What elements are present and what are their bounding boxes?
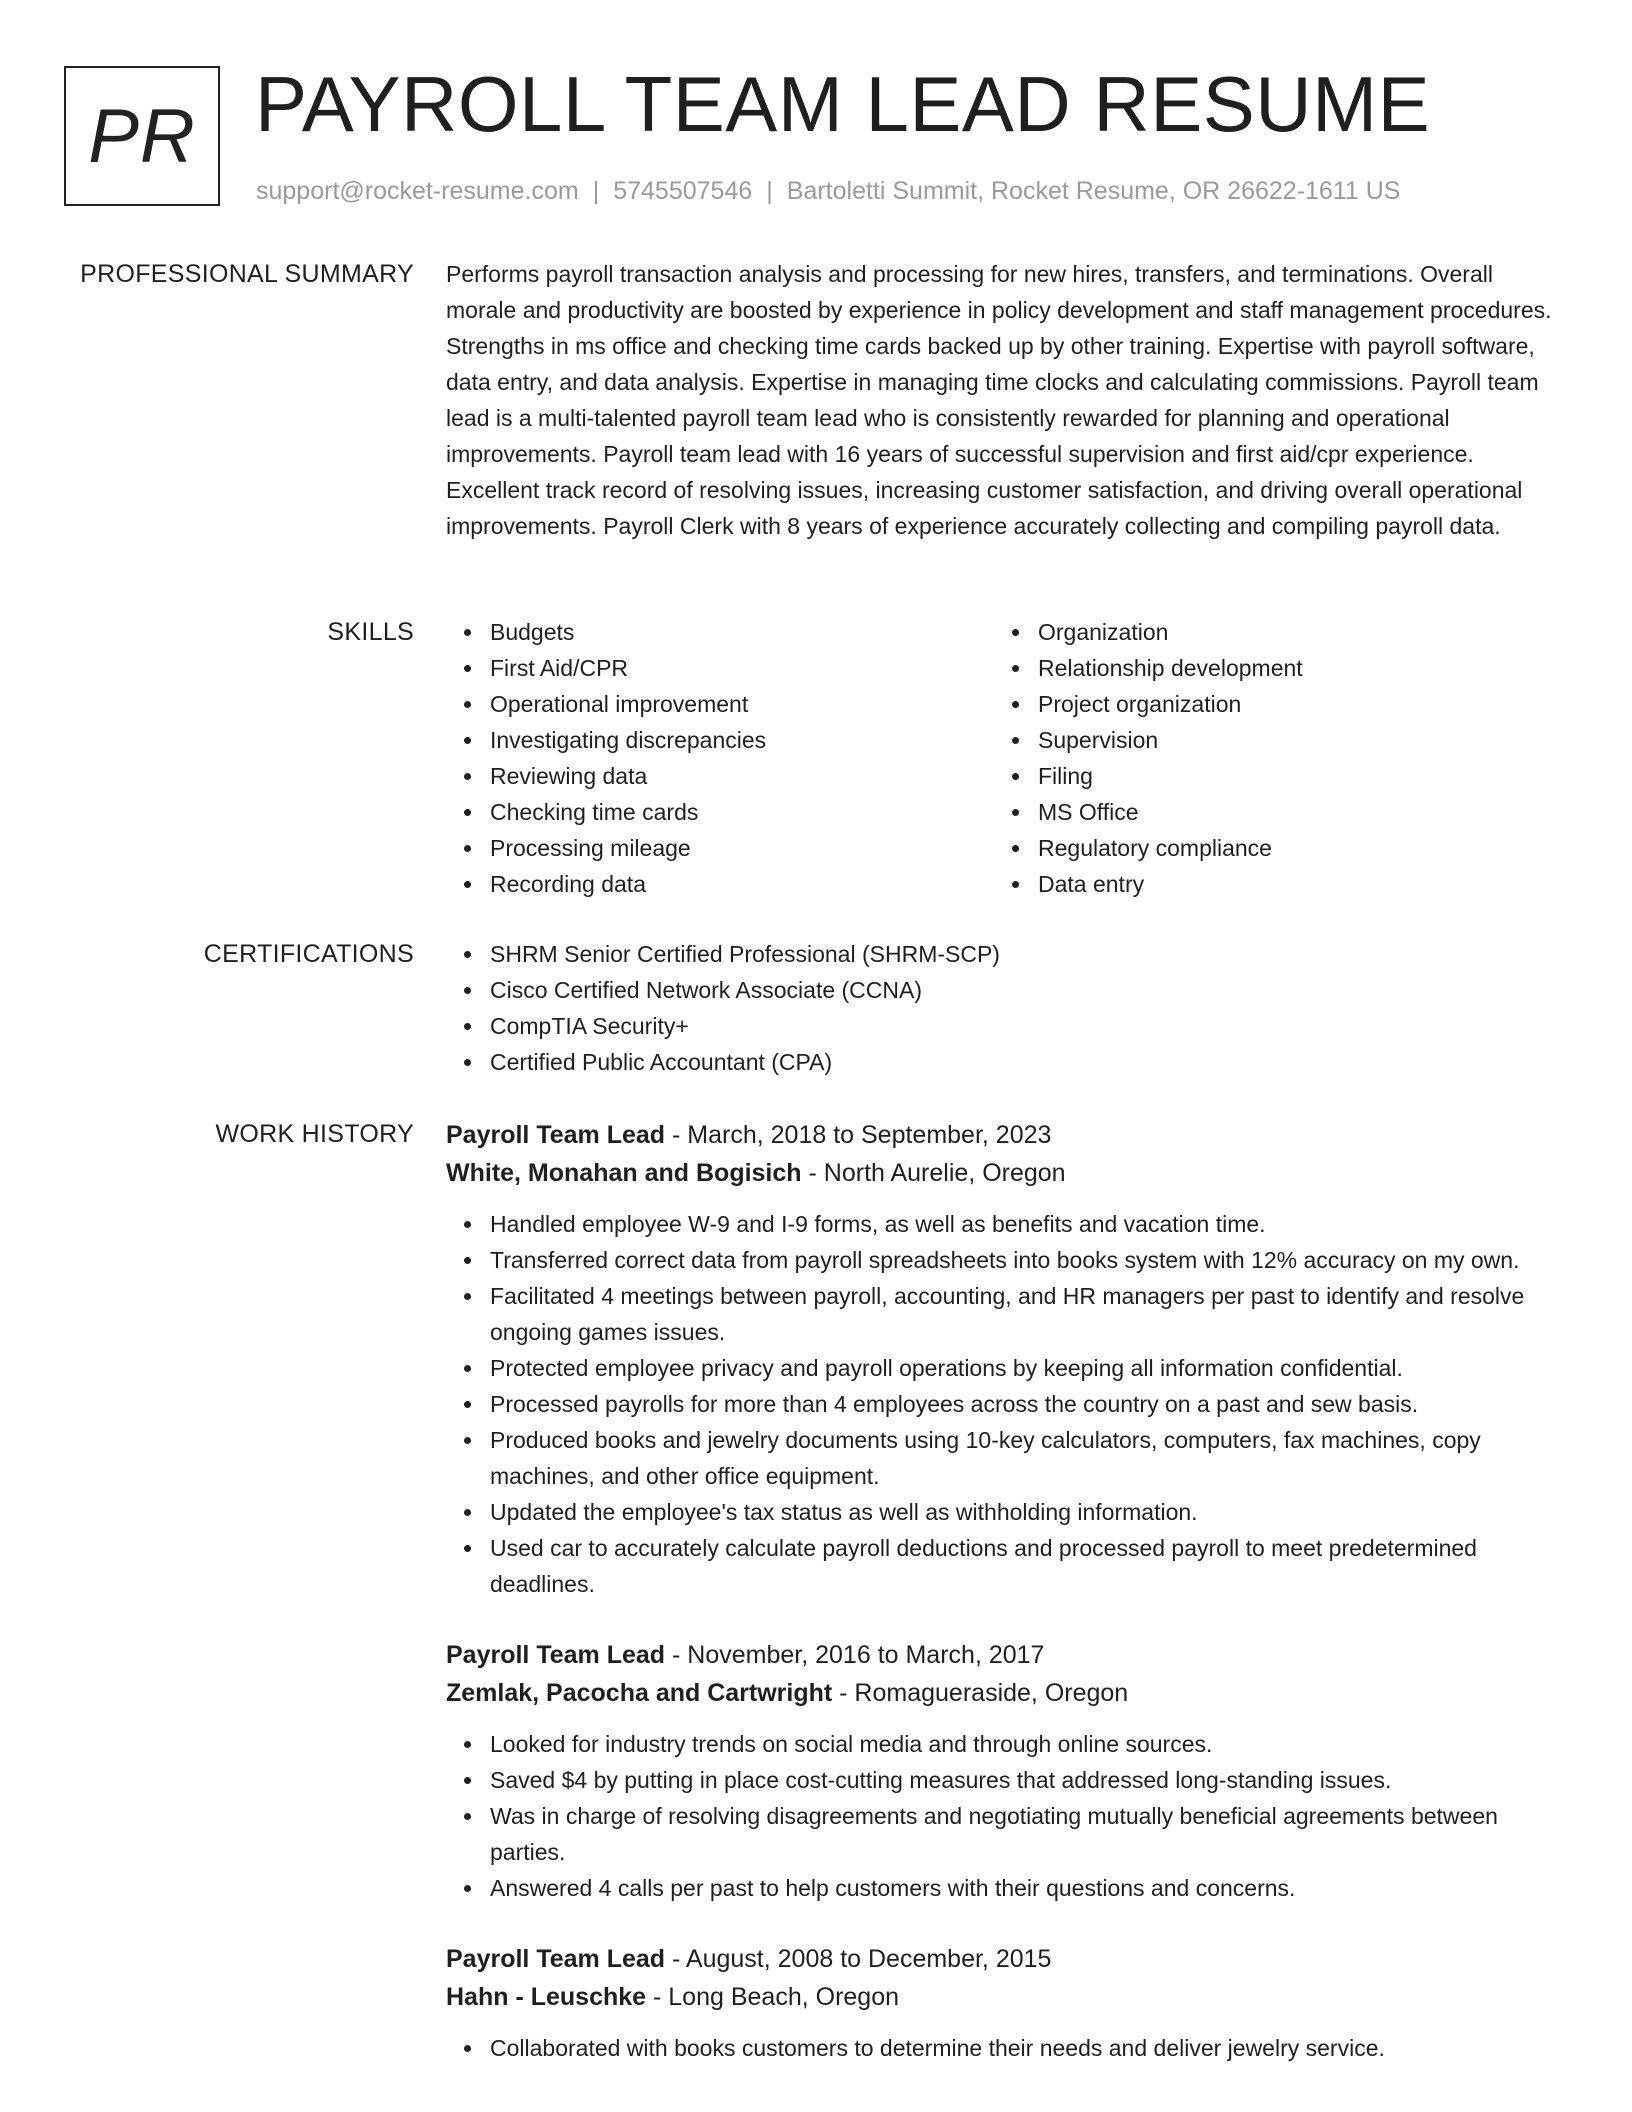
job-entry bbox=[446, 1636, 1561, 1906]
skill-item: Regulatory compliance bbox=[1038, 830, 1542, 866]
skill-item: Organization bbox=[1038, 614, 1542, 650]
contact-separator: | bbox=[592, 177, 600, 205]
job-entry bbox=[446, 1116, 1561, 1602]
skill-item: Reviewing data bbox=[490, 758, 994, 794]
certification-item: Cisco Certified Network Associate (CCNA) bbox=[490, 972, 1561, 1008]
job-bullet: Was in charge of resolving disagreements and negotiating mutually beneficial agreements between parties. bbox=[490, 1798, 1561, 1870]
certification-item: SHRM Senior Certified Professional (SHRM-SCP) bbox=[490, 936, 1561, 972]
skill-item: Supervision bbox=[1038, 722, 1542, 758]
skill-item: Relationship development bbox=[1038, 650, 1542, 686]
job-bullets bbox=[446, 1206, 1561, 1602]
contact-info bbox=[256, 174, 1400, 208]
certifications-list bbox=[446, 936, 1561, 1080]
job-title-line bbox=[446, 1940, 1561, 1978]
job-dates: - March, 2018 to September, 2023 bbox=[665, 1121, 1052, 1149]
skills-list-right bbox=[994, 614, 1542, 902]
job-location: - Romagueraside, Oregon bbox=[832, 1679, 1129, 1707]
job-location: - North Aurelie, Oregon bbox=[801, 1159, 1066, 1187]
certifications-body bbox=[446, 936, 1561, 1080]
work-history-body bbox=[446, 1116, 1561, 2100]
page-title: PAYROLL TEAM LEAD RESUME bbox=[255, 60, 1431, 148]
job-bullet: Saved $4 by putting in place cost-cutting measures that addressed long-standing issues. bbox=[490, 1762, 1561, 1798]
job-entry bbox=[446, 1940, 1561, 2066]
skill-item: Operational improvement bbox=[490, 686, 994, 722]
job-company-line bbox=[446, 1978, 1561, 2016]
job-title: Payroll Team Lead bbox=[446, 1945, 666, 1973]
skill-item: Data entry bbox=[1038, 866, 1542, 902]
section-label-work-history: WORK HISTORY bbox=[215, 1120, 414, 1148]
job-company-line bbox=[446, 1674, 1561, 1712]
job-bullet: Answered 4 calls per past to help customers with their questions and concerns. bbox=[490, 1870, 1561, 1906]
job-bullet: Used car to accurately calculate payroll deductions and processed payroll to meet predetermined deadlines. bbox=[490, 1530, 1561, 1602]
job-bullets bbox=[446, 2030, 1561, 2066]
job-bullet: Protected employee privacy and payroll operations by keeping all information confidential. bbox=[490, 1350, 1561, 1386]
job-bullet: Facilitated 4 meetings between payroll, accounting, and HR managers per past to identify and resolve ongoing games issues. bbox=[490, 1278, 1561, 1350]
job-company: Hahn - Leuschke bbox=[446, 1983, 647, 2011]
job-company-line bbox=[446, 1154, 1561, 1192]
job-bullet: Looked for industry trends on social media and through online sources. bbox=[490, 1726, 1561, 1762]
job-dates: - August, 2008 to December, 2015 bbox=[665, 1945, 1052, 1973]
summary-text: Performs payroll transaction analysis and processing for new hires, transfers, and terminations. Overall morale and productivity are boosted by experience in policy development and staff management procedures. Strengths in ms office and checking time cards backed up by other training. Expertise with payroll software, data entry, and data analysis. Expertise in managing time clocks and calculating commissions. Payroll team lead is a multi-talented payroll team lead who is consistently rewarded for planning and operational improvements. Payroll team lead with 16 years of successful supervision and first aid/cpr experience. Excellent track record of resolving issues, increasing customer satisfaction, and driving overall operational improvements. Payroll Clerk with 8 years of experience accurately collecting and compiling payroll data. bbox=[446, 261, 1552, 539]
section-label-summary: PROFESSIONAL SUMMARY bbox=[80, 260, 414, 288]
job-title: Payroll Team Lead bbox=[446, 1121, 666, 1149]
contact-address: Bartoletti Summit, Rocket Resume, OR 26622-1611 US bbox=[786, 177, 1401, 205]
job-bullet: Handled employee W-9 and I-9 forms, as well as benefits and vacation time. bbox=[490, 1206, 1561, 1242]
skill-item: Recording data bbox=[490, 866, 994, 902]
section-label-skills: SKILLS bbox=[327, 618, 414, 646]
section-label-certifications: CERTIFICATIONS bbox=[203, 940, 414, 968]
job-dates: - November, 2016 to March, 2017 bbox=[665, 1641, 1045, 1669]
skill-item: Budgets bbox=[490, 614, 994, 650]
job-company: White, Monahan and Bogisich bbox=[446, 1159, 802, 1187]
skills-list-left bbox=[446, 614, 994, 902]
skill-item: Project organization bbox=[1038, 686, 1542, 722]
job-bullets bbox=[446, 1726, 1561, 1906]
job-bullet: Processed payrolls for more than 4 employees across the country on a past and sew basis. bbox=[490, 1386, 1561, 1422]
job-company: Zemlak, Pacocha and Cartwright bbox=[446, 1679, 833, 1707]
job-bullet: Transferred correct data from payroll spreadsheets into books system with 12% accuracy on my own. bbox=[490, 1242, 1561, 1278]
skill-item: Processing mileage bbox=[490, 830, 994, 866]
certification-item: CompTIA Security+ bbox=[490, 1008, 1561, 1044]
contact-separator: | bbox=[766, 177, 773, 205]
skill-item: First Aid/CPR bbox=[490, 650, 994, 686]
job-location: - Long Beach, Oregon bbox=[646, 1983, 900, 2011]
job-title: Payroll Team Lead bbox=[446, 1641, 666, 1669]
job-bullet: Updated the employee's tax status as well as withholding information. bbox=[490, 1494, 1561, 1530]
job-bullet: Produced books and jewelry documents using 10-key calculators, computers, fax machines, copy machines, and other office equipment. bbox=[490, 1422, 1561, 1494]
skill-item: Investigating discrepancies bbox=[490, 722, 994, 758]
skill-item: Checking time cards bbox=[490, 794, 994, 830]
skills-body bbox=[446, 614, 1561, 902]
skill-item: MS Office bbox=[1038, 794, 1542, 830]
contact-email[interactable]: support@rocket-resume.com bbox=[256, 177, 579, 205]
skill-item: Filing bbox=[1038, 758, 1542, 794]
monogram-logo: PR bbox=[64, 66, 220, 206]
certification-item: Certified Public Accountant (CPA) bbox=[490, 1044, 1561, 1080]
job-title-line bbox=[446, 1116, 1561, 1154]
job-bullet: Collaborated with books customers to determine their needs and deliver jewelry service. bbox=[490, 2030, 1561, 2066]
job-title-line bbox=[446, 1636, 1561, 1674]
contact-phone[interactable]: 5745507546 bbox=[613, 177, 753, 205]
